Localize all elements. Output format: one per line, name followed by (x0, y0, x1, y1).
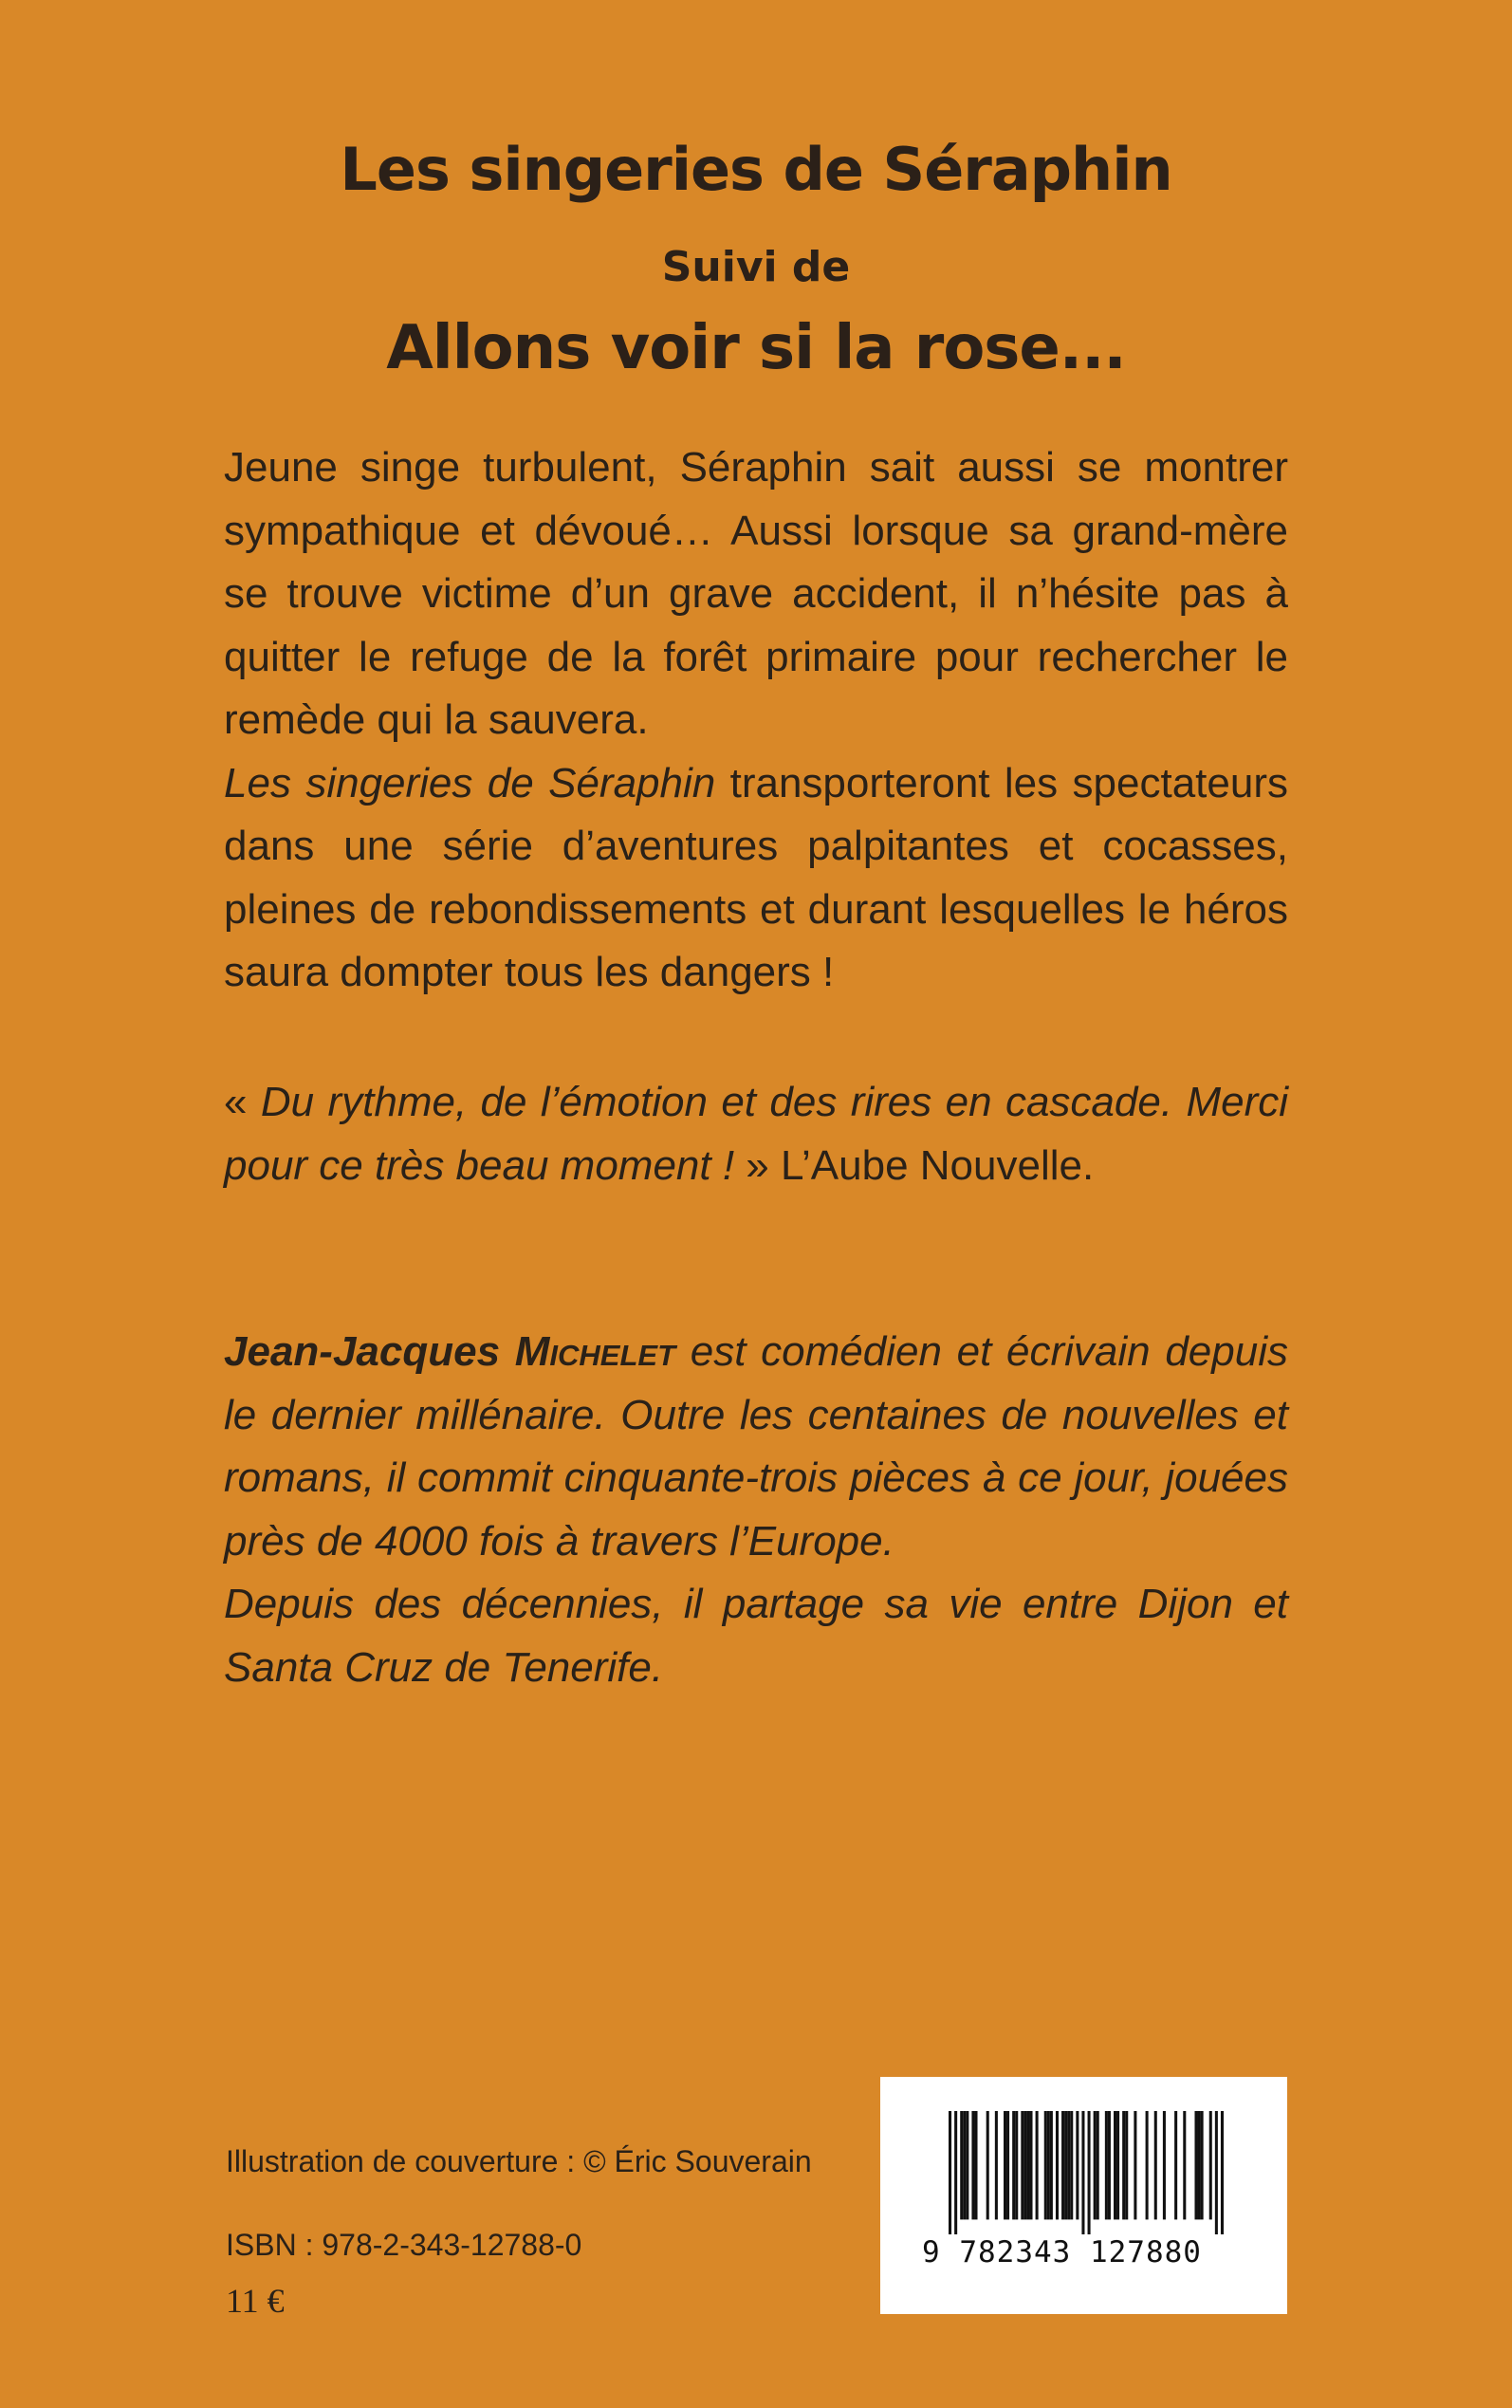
barcode-bar (1029, 2111, 1032, 2219)
book-subtitle: Suivi de (661, 243, 851, 291)
barcode-bar (1070, 2111, 1073, 2219)
description-paragraph-1: Jeune singe turbulent, Séraphin sait aussi se montrer sympathique et dévoué… Aussi lorsque sa grand-mère se trouve victime d’un grave accident, il n’hésite pas à quitter le refuge de la forêt primaire pour rechercher le remède qui la sauvera. (224, 444, 1288, 743)
author-bio-text-2: Depuis des décennies, il partage sa vie entre Dijon et Santa Cruz de Tenerife. (224, 1581, 1288, 1691)
book-title: Les singeries de Séraphin (340, 135, 1172, 204)
author-first-name: Jean-Jacques (224, 1328, 515, 1375)
quote-text: Du rythme, de l’émotion et des rires en cascade. Merci pour ce très beau moment ! (224, 1079, 1289, 1189)
barcode-bar (1221, 2111, 1224, 2234)
barcode-bar (1125, 2111, 1128, 2219)
barcode-bar (1105, 2111, 1108, 2219)
barcode-bar (971, 2111, 974, 2219)
barcode-bar (1194, 2111, 1197, 2219)
barcode-bar (1056, 2111, 1059, 2219)
author-last-name: Michelet (514, 1328, 676, 1375)
barcode-bar (974, 2111, 977, 2219)
barcode-bar (1094, 2111, 1097, 2219)
barcode-bar (1004, 2111, 1006, 2219)
barcode-bar (1122, 2111, 1125, 2219)
barcode-bar (963, 2111, 966, 2219)
barcode-bar (1012, 2111, 1015, 2219)
barcode-bar (1076, 2111, 1079, 2219)
barcode-bar (966, 2111, 968, 2219)
barcode-bar (1064, 2111, 1067, 2219)
book-description (224, 436, 1288, 1005)
barcode-bar (1183, 2111, 1186, 2219)
isbn: ISBN : 978-2-343-12788-0 (226, 2228, 582, 2262)
barcode-digits: 9 782343 127880 (922, 2235, 1202, 2269)
barcode-bar (954, 2111, 957, 2234)
description-paragraph-2 (224, 752, 1288, 1005)
quote-open: « (224, 1079, 261, 1125)
barcode-bar (1146, 2111, 1149, 2219)
barcode-bar (1061, 2111, 1064, 2219)
barcode-bar (1114, 2111, 1116, 2219)
quote-source: » L’Aube Nouvelle. (734, 1141, 1095, 1189)
barcode-bar (1174, 2111, 1177, 2219)
barcode-bar (1198, 2111, 1201, 2219)
barcode-bar (1154, 2111, 1157, 2219)
barcode-bar (1163, 2111, 1166, 2219)
price: 11 € (226, 2282, 285, 2320)
barcode (880, 2077, 1287, 2314)
description-paragraph-2-text: transporteront les spectateurs dans une série d’aventures palpitantes et cocasses, pleines de rebondissements et durant lesquelles le héros saura dompter tous les dangers ! (224, 759, 1288, 995)
barcode-bar (1006, 2111, 1009, 2219)
barcode-bar (1015, 2111, 1018, 2219)
author-bio-text-1: est comédien et écrivain depuis le dernier millénaire. Outre les centaines de nouvelles et romans, il commit cinquante-trois pièces à ce jour, jouées près de 4000 fois à travers l’Europe. (224, 1328, 1288, 1565)
author-bio (224, 1321, 1288, 1699)
barcode-bar (1097, 2111, 1099, 2219)
barcode-bar (1201, 2111, 1204, 2219)
barcode-bar (995, 2111, 998, 2219)
barcode-bar (1050, 2111, 1053, 2219)
barcode-bar (1044, 2111, 1047, 2219)
barcode-bars (949, 2111, 1224, 2234)
barcode-bar (1088, 2111, 1091, 2234)
barcode-bar (1026, 2111, 1029, 2219)
barcode-bar (986, 2111, 989, 2219)
barcode-bar (1021, 2111, 1023, 2219)
barcode-bar (1108, 2111, 1111, 2219)
barcode-bar (1215, 2111, 1218, 2234)
barcode-bar (1047, 2111, 1050, 2219)
description-title-italic: Les singeries de Séraphin (224, 759, 716, 806)
press-quote (224, 1071, 1288, 1197)
barcode-bar (960, 2111, 963, 2219)
barcode-bar (949, 2111, 951, 2234)
barcode-bar (1023, 2111, 1026, 2219)
barcode-bar (1134, 2111, 1136, 2219)
barcode-bar (1036, 2111, 1039, 2219)
barcode-bar (1116, 2111, 1119, 2219)
barcode-bar (1081, 2111, 1084, 2234)
barcode-bar (1209, 2111, 1212, 2219)
illustration-credit: Illustration de couverture : © Éric Souverain (226, 2144, 812, 2178)
barcode-bar (1067, 2111, 1070, 2219)
book-second-title: Allons voir si la rose... (386, 313, 1126, 383)
